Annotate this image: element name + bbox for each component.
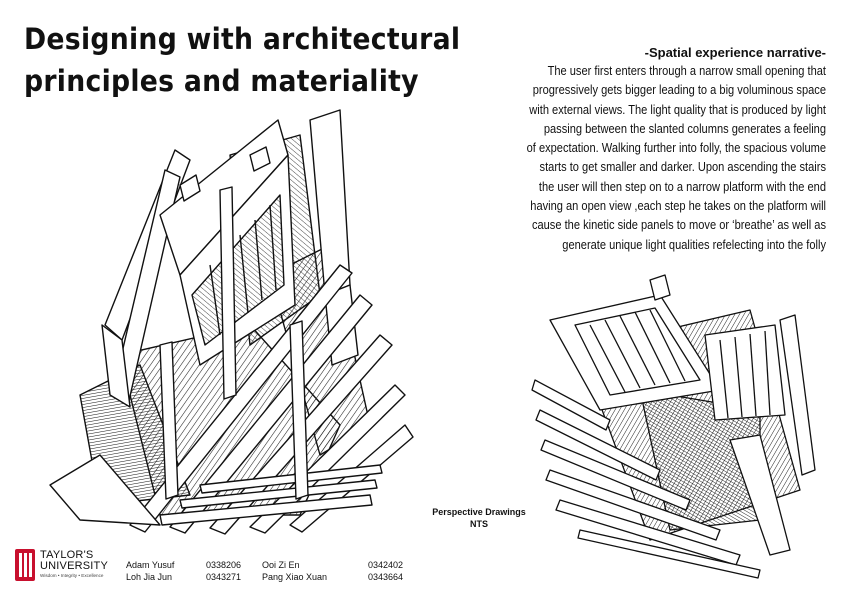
university-crest-icon (14, 548, 36, 582)
narrative-line: of expectation. Walking further into folly, the spacious volume (526, 141, 826, 156)
credit-name: Pang Xiao Xuan (262, 572, 328, 582)
narrative-line: cause the kinetic side panels to move or ‘breathe’ as well as (531, 218, 826, 233)
narrative-line: The user first enters through a narrow small opening that (547, 64, 826, 78)
drawing-label-title: Perspective Drawings (432, 507, 526, 517)
narrative-heading: -Spatial experience narrative- (644, 45, 826, 60)
university-name-line1: TAYLOR'S (40, 549, 94, 561)
credit-name: Ooi Zi En (262, 560, 300, 570)
narrative-line: the user will then step on to a narrow platform with the end (538, 179, 826, 194)
credit-id: 0343664 (368, 572, 404, 582)
narrative-line: having an open view ,each step he takes on the platform will (530, 199, 826, 214)
narrative-line: progressively gets bigger leading to a big voluminous space (532, 83, 826, 98)
drawing-label-scale: NTS (470, 519, 488, 529)
narrative-line: passing between the slanted columns generates a feeling (543, 121, 826, 136)
perspective-drawing-small (520, 270, 825, 580)
credit-name: Loh Jia Jun (126, 572, 173, 582)
narrative-line: generate unique light qualities refelecting into the folly (562, 237, 826, 252)
drawing-label (424, 506, 534, 530)
university-logo (14, 548, 124, 584)
credit-id: 0338206 (206, 560, 242, 570)
narrative-line: with external views. The light quality that is produced by light (529, 102, 826, 117)
narrative-line: starts to get smaller and darker. Upon ascending the stairs (539, 160, 826, 175)
credit-id: 0342402 (368, 560, 404, 570)
title-line-1: Designing with architectural (24, 22, 461, 56)
credit-id: 0343271 (206, 572, 242, 582)
spatial-narrative (446, 44, 826, 255)
university-name (40, 550, 108, 572)
credit-name: Adam Yusuf (126, 560, 175, 570)
perspective-drawing-large (40, 95, 420, 540)
title-line-2: principles and materiality (24, 64, 419, 98)
page-title (24, 18, 461, 102)
university-name-line2: UNIVERSITY (40, 560, 109, 572)
university-motto: Wisdom • Integrity • Excellence (40, 573, 104, 578)
